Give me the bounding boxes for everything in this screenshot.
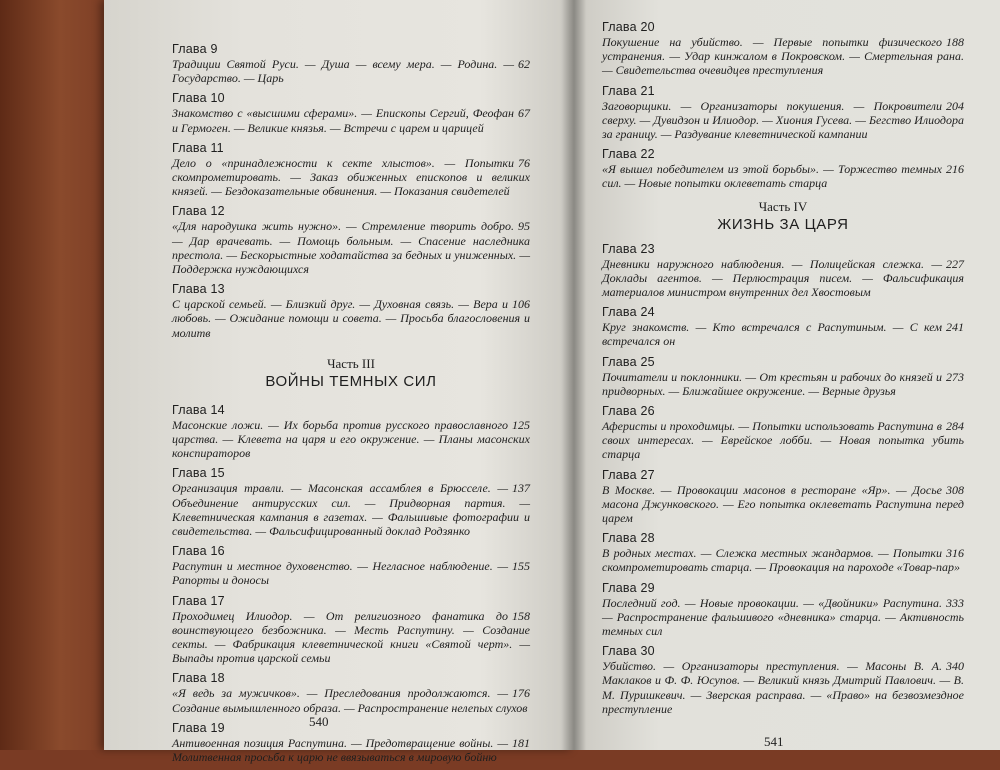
chapter-summary-text: Круг знакомств. — Кто встречался с Распутиным. — С кем встречался он: [602, 320, 942, 349]
chapter-summary: [172, 156, 530, 199]
chapter-number: Глава 16: [172, 544, 225, 559]
page-number: 540: [309, 714, 329, 729]
chapter-page-number: 76: [518, 155, 530, 170]
chapter-summary-text: Антивоенная позиция Распутина. — Предотвращение войны. — Молитвенная просьба к царю не ввязываться в мировую бойню: [172, 735, 508, 765]
chapter-summary: [602, 162, 964, 190]
toc-entry: [602, 305, 964, 348]
chapter-number: Глава 21: [602, 83, 655, 98]
chapter-page-number: 176: [512, 686, 530, 701]
chapter-summary: [602, 257, 964, 300]
chapter-number: Глава 26: [602, 404, 655, 419]
part-label: Часть IV: [758, 198, 808, 214]
chapter-page-number: 273: [946, 369, 964, 384]
toc-entry: [602, 644, 964, 716]
chapter-number: Глава 27: [602, 467, 655, 482]
chapter-summary-text: Покушение на убийство. — Первые попытки физического устранения. — Удар кинжалом в Покровском. — Смертельная рана. — Свидетельства очевидцев преступления: [602, 35, 964, 78]
chapter-page-number: 181: [512, 735, 530, 750]
chapter-number: Глава 20: [602, 20, 655, 34]
chapter-number: Глава 13: [172, 282, 225, 297]
chapter-summary-text: Традиции Святой Руси. — Душа — всему мера. — Родина. — Государство. — Царь: [172, 57, 514, 86]
open-book: [104, 0, 1000, 765]
chapter-summary: [172, 736, 530, 764]
chapter-summary: [602, 596, 964, 639]
toc-entry: [602, 147, 964, 190]
left-chapters-bottom: [172, 403, 530, 764]
chapter-summary: [602, 546, 964, 574]
chapter-number: Глава 28: [602, 531, 655, 546]
chapter-summary-text: Организация травли. — Масонская ассамблея в Брюсселе. — Объединение антирусских сил. — Придворная партия. — Клеветническая кампания в газетах. — Фальшивые фотографии и свидетельства. — Фальсифицированный доклад Родзянко: [172, 481, 530, 539]
chapter-summary: [602, 320, 964, 348]
chapter-number: Глава 25: [602, 354, 655, 369]
chapter-page-number: 316: [946, 546, 964, 561]
toc-entry: [172, 91, 530, 134]
toc-entry: [602, 531, 964, 574]
chapter-summary: [172, 297, 530, 340]
chapter-summary: [172, 559, 530, 587]
chapter-summary-text: Убийство. — Организаторы преступления. — Масоны В. А. Маклаков и Ф. Ф. Юсупов. — Великий князь Дмитрий Павлович. — В. М. Пуришкевич. — Зверская расправа. — «Право» на безвозмездное преступление: [602, 659, 964, 716]
chapter-page-number: 241: [946, 320, 964, 335]
chapter-summary-text: В Москве. — Провокации масонов в ресторане «Яр». — Досье масона Джунковского. — Его попытка оклеветать Распутина перед царем: [602, 482, 964, 526]
chapter-page-number: 67: [518, 106, 530, 121]
toc-entry: [172, 42, 530, 85]
chapter-page-number: 204: [946, 98, 964, 113]
chapter-page-number: 284: [946, 419, 964, 434]
toc-entry: [602, 468, 964, 526]
toc-entry: [172, 671, 530, 714]
chapter-page-number: 333: [946, 595, 964, 610]
part-heading: [172, 356, 530, 391]
chapter-summary: [172, 57, 530, 85]
toc-entry: [172, 721, 530, 764]
toc-entry: [172, 282, 530, 340]
chapter-page-number: 62: [518, 57, 530, 71]
chapter-number: Глава 24: [602, 305, 655, 320]
chapter-summary-text: В родных местах. — Слежка местных жандармов. — Попытки скомпрометировать старца. — Провокация на пароходе «Товар-пар»: [602, 546, 961, 575]
chapter-page-number: 155: [512, 559, 530, 574]
chapter-number: Глава 15: [172, 466, 225, 481]
part-label: Часть III: [327, 355, 375, 371]
toc-entry: [602, 355, 964, 398]
chapter-page-number: 340: [946, 659, 964, 674]
part-title: ЖИЗНЬ ЗА ЦАРЯ: [717, 215, 849, 233]
left-toc-column: [172, 42, 530, 770]
chapter-number: Глава 14: [172, 402, 225, 417]
chapter-page-number: 106: [512, 297, 530, 312]
chapter-summary-text: Последний год. — Новые провокации. — «Двойники» Распутина. — Распространение фальшивого «дневника» старца. — Активность темных сил: [602, 595, 964, 639]
chapter-number: Глава 22: [602, 147, 655, 162]
chapter-page-number: 137: [512, 481, 530, 496]
part-title: ВОЙНЫ ТЕМНЫХ СИЛ: [265, 372, 437, 390]
chapter-number: Глава 23: [602, 241, 655, 256]
chapter-summary: [172, 609, 530, 666]
chapter-summary: [602, 99, 964, 142]
left-page: [104, 0, 574, 765]
chapter-summary-text: Дневники наружного наблюдения. — Полицейская слежка. — Доклады агентов. — Перлюстрация писем. — Фальсификация материалов министром внутренних дел Хвостовым: [602, 256, 964, 300]
chapter-number: Глава 9: [172, 42, 218, 56]
chapter-summary-text: «Для народушка жить нужно». — Стремление творить добро. — Дар врачевать. — Помощь больным. — Спасение наследника престола. — Бескорыстные ходатайства за бедных и униженных. — Поддержка нуждающихся: [172, 219, 530, 277]
chapter-summary: [602, 370, 964, 398]
chapter-number: Глава 18: [172, 671, 225, 686]
chapter-summary: [172, 418, 530, 461]
chapter-page-number: 227: [946, 256, 964, 271]
chapter-summary-text: Проходимец Илиодор. — От религиозного фанатика до воинствующего безбожника. — Месть Распутину. — Создание секты. — Фабрикация клеветнической книги «Святой черт». — Выпады против царской семьи: [172, 608, 530, 666]
chapter-summary-text: Знакомство с «высшими сферами». — Епископы Сергий, Феофан и Гермоген. — Великие князья. — Встречи с царем и царицей: [172, 106, 514, 135]
chapter-page-number: 125: [512, 417, 530, 432]
chapter-page-number: 308: [946, 482, 964, 497]
chapter-number: Глава 19: [172, 720, 225, 735]
right-chapters-top: [602, 20, 964, 191]
chapter-summary: [172, 106, 530, 134]
chapter-summary: [602, 483, 964, 526]
chapter-summary-text: «Я ведь за мужичков». — Преследования продолжаются. — Создание вымышленного образа. — Распространение нелепых слухов: [172, 686, 528, 715]
toc-entry: [602, 581, 964, 639]
toc-entry: [172, 466, 530, 538]
chapter-page-number: 188: [946, 35, 964, 49]
chapter-page-number: 95: [518, 219, 530, 234]
chapter-summary-text: Аферисты и проходимцы. — Попытки использовать Распутина в своих интересах. — Еврейское лобби. — Новая попытка убить старца: [602, 419, 964, 462]
toc-entry: [602, 84, 964, 142]
right-chapters-bottom: [602, 242, 964, 716]
chapter-summary: [172, 481, 530, 538]
chapter-number: Глава 11: [172, 140, 224, 155]
toc-entry: [602, 20, 964, 78]
right-toc-column: [602, 20, 964, 722]
chapter-summary-text: Масонские ложи. — Их борьба против русского православного царства. — Клевета на царя и его окружение. — Планы масонских конспираторов: [172, 417, 530, 461]
chapter-page-number: 158: [512, 608, 530, 623]
chapter-summary-text: С царской семьей. — Близкий друг. — Духовная связь. — Вера и любовь. — Ожидание помощи и совета. — Просьба благословения и молитв: [172, 297, 530, 340]
right-page: [574, 0, 1000, 750]
chapter-summary-text: «Я вышел победителем из этой борьбы». — Торжество темных сил. — Новые попытки оклеветать старца: [602, 162, 942, 191]
toc-entry: [602, 404, 964, 462]
toc-entry: [172, 544, 530, 587]
chapter-number: Глава 12: [172, 204, 225, 219]
chapter-number: Глава 10: [172, 91, 225, 106]
toc-entry: [602, 242, 964, 300]
chapter-summary: [172, 686, 530, 714]
toc-entry: [172, 141, 530, 199]
chapter-summary: [172, 219, 530, 276]
chapter-summary-text: Распутин и местное духовенство. — Негласное наблюдение. — Рапорты и доносы: [172, 559, 508, 588]
chapter-number: Глава 29: [602, 580, 655, 595]
part-heading: [602, 199, 964, 234]
toc-entry: [172, 403, 530, 461]
chapter-summary: [602, 419, 964, 462]
left-chapters-top: [172, 42, 530, 340]
chapter-number: Глава 17: [172, 593, 225, 608]
chapter-summary: [602, 659, 964, 716]
page-number: 541: [764, 734, 784, 749]
chapter-summary-text: Заговорщики. — Организаторы покушения. — Покровители сверху. — Дувидзон и Илиодор. — Хиония Гусева. — Бегство Илиодора за границу. — Раздувание клеветнической кампании: [602, 98, 964, 142]
chapter-summary: [602, 35, 964, 78]
chapter-page-number: 216: [946, 162, 964, 177]
chapter-number: Глава 30: [602, 644, 655, 659]
chapter-summary-text: Дело о «принадлежности к секте хлыстов». — Попытки скомпрометировать. — Заказ обиженных епископов и великих князей. — Бездоказательные обвинения. — Показания свидетелей: [172, 155, 530, 199]
chapter-summary-text: Почитатели и поклонники. — От крестьян и рабочих до князей и придворных. — Ближайшее окружение. — Верные друзья: [602, 369, 942, 398]
toc-entry: [172, 204, 530, 276]
toc-entry: [172, 594, 530, 666]
